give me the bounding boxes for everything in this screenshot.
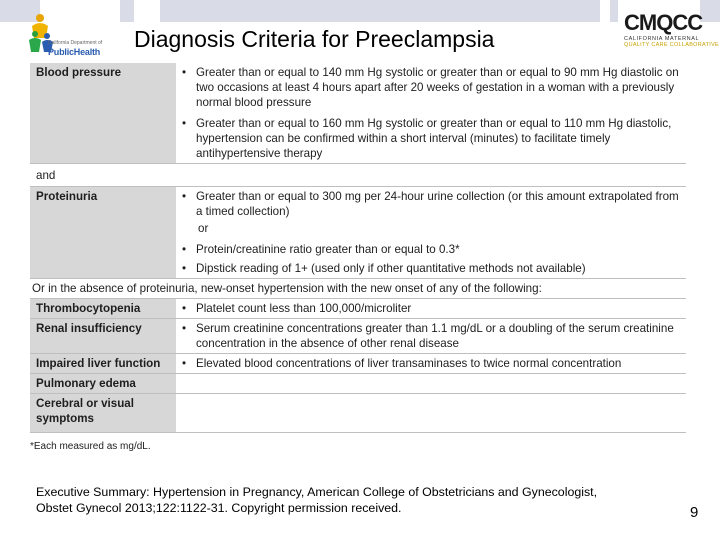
row-label: Cerebral or visual symptoms [30, 394, 176, 432]
row-content [176, 354, 686, 373]
row-label: Impaired liver function [30, 354, 176, 373]
cerebral-symptoms-row [30, 394, 686, 433]
bullet-text: Greater than or equal to 140 mm Hg systolic or greater than or equal to 90 mm Hg diastolic on two occasions at least 4 hours apart after 20 weeks of gestation in a woman with a previously normal blood pressure [196, 66, 679, 109]
bullet-icon: • [182, 243, 187, 256]
row-content [176, 374, 686, 393]
bullet-icon: • [182, 322, 187, 335]
row-content [176, 299, 686, 318]
and-label: and [30, 164, 176, 186]
bullet-text: Dipstick reading of 1+ (used only if other quantitative methods not available) [196, 262, 586, 275]
row-label: Blood pressure [30, 63, 176, 163]
row-label: Renal insufficiency [30, 319, 176, 353]
thrombocytopenia-row [30, 299, 686, 319]
row-content [176, 187, 686, 278]
or-text: or [198, 222, 209, 235]
logo-line-2: QUALITY CARE COLLABORATIVE [624, 42, 720, 48]
bullet-icon: • [182, 190, 187, 203]
bullet-text: Platelet count less than 100,000/microliter [196, 302, 412, 315]
bullet-item [182, 242, 680, 257]
absence-note: Or in the absence of proteinuria, new-onset hypertension with the new onset of any of the following: [30, 279, 686, 299]
renal-insufficiency-row [30, 319, 686, 354]
logo-name-text: PublicHealth [48, 47, 101, 57]
row-label: Proteinuria [30, 187, 176, 278]
bullet-icon: • [182, 302, 187, 315]
row-content [176, 319, 686, 353]
bullet-icon: • [182, 357, 187, 370]
row-label: Pulmonary edema [30, 374, 176, 393]
bullet-icon: • [182, 117, 187, 130]
logo-brand: CMQCC [624, 10, 703, 35]
bullet-item [182, 116, 680, 161]
criteria-table [30, 63, 686, 454]
row-content [176, 63, 686, 163]
citation-caption: Executive Summary: Hypertension in Pregnancy, American College of Obstetricians and Gynecologist, Obstet Gynecol 2013;122:1122-31. Copyright permission received. [36, 485, 598, 515]
footnote: *Each measured as mg/dL. [30, 441, 151, 452]
pulmonary-edema-row [30, 374, 686, 394]
bullet-text: Greater than or equal to 160 mm Hg systolic or greater than or equal to 110 mm Hg diastolic, hypertension can be confirmed within a short interval (minutes) to facilitate timely antihypertensive therapy [196, 117, 672, 160]
cmqcc-logo [624, 10, 720, 52]
bullet-text: Serum creatinine concentrations greater than 1.1 mg/dL or a doubling of the serum creatinine concentration in the absence of other renal disease [196, 322, 674, 350]
bullet-text: Protein/creatinine ratio greater than or equal to 0.3* [196, 243, 460, 256]
page-number: 9 [690, 504, 699, 521]
bullet-text: Greater than or equal to 300 mg per 24-hour urine collection (or this amount extrapolated from a timed collection) [196, 190, 679, 218]
logo-line-1: CALIFORNIA MATERNAL [624, 36, 700, 42]
logo-top-text: California Department of [48, 40, 103, 46]
bullet-item [182, 321, 680, 351]
row-content [176, 394, 686, 432]
bullet-item [182, 189, 680, 219]
bullet-icon: • [182, 66, 187, 79]
blood-pressure-row [30, 63, 686, 164]
bullet-item [182, 65, 680, 110]
proteinuria-row [30, 187, 686, 279]
and-row [30, 164, 686, 187]
bullet-icon: • [182, 262, 187, 275]
slide-title: Diagnosis Criteria for Preeclampsia [134, 26, 495, 52]
liver-function-row [30, 354, 686, 374]
bullet-item [182, 261, 680, 276]
row-label: Thrombocytopenia [30, 299, 176, 318]
bullet-item [182, 356, 680, 371]
bullet-item [182, 301, 680, 316]
bullet-text: Elevated blood concentrations of liver transaminases to twice normal concentration [196, 357, 622, 370]
